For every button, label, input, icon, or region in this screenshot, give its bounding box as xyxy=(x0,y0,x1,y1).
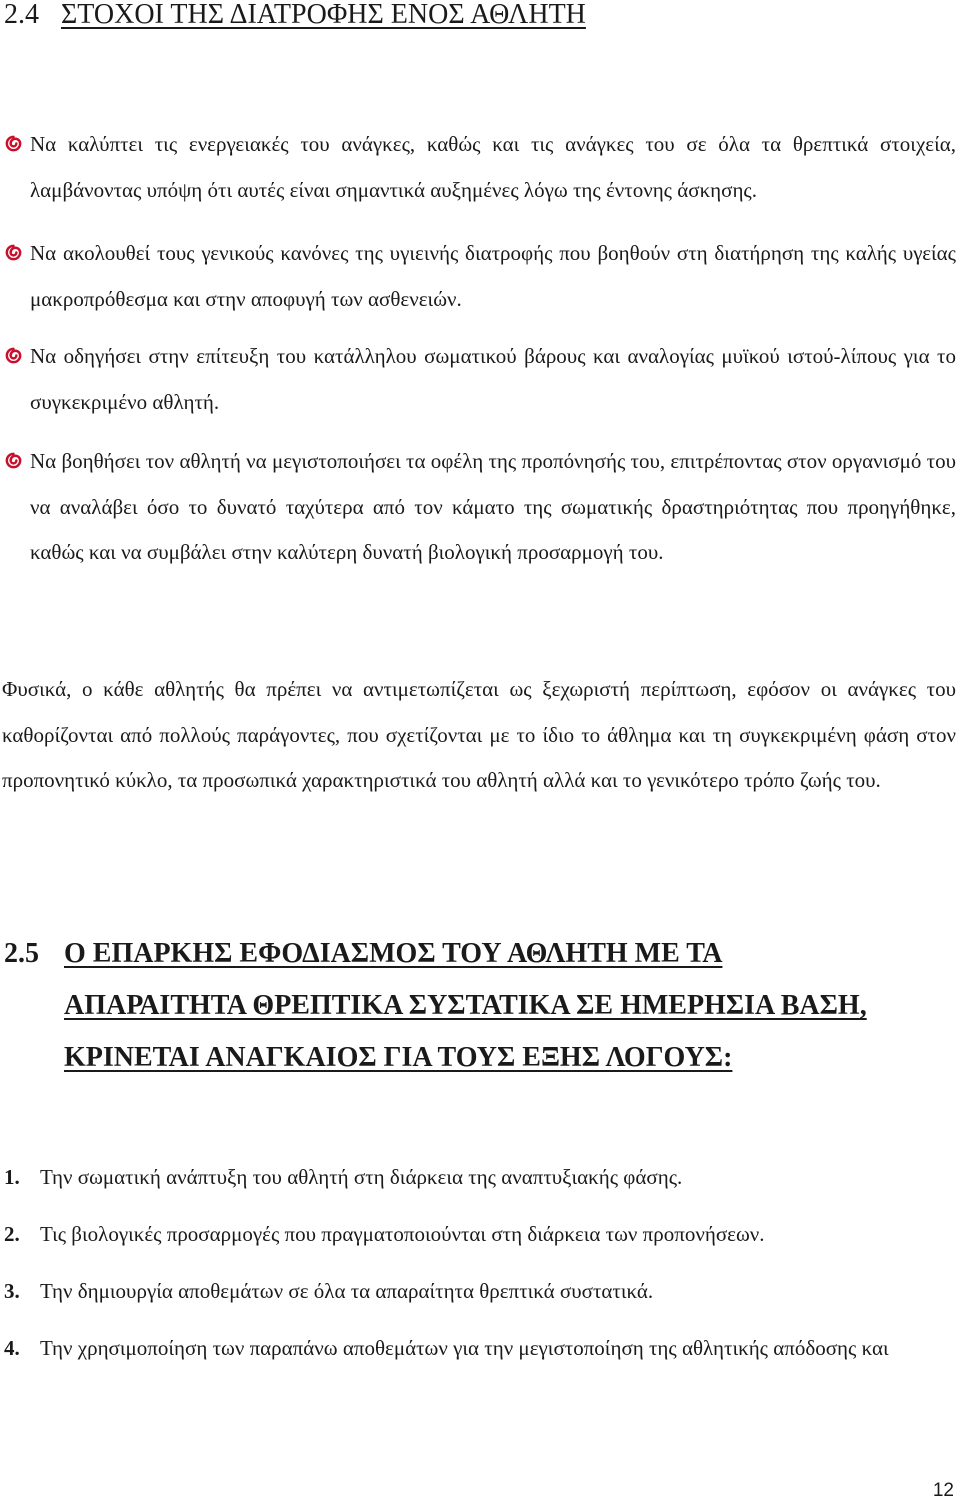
goals-bullet-list xyxy=(0,122,960,576)
item-text: Την χρησιμοποίηση των παραπάνω αποθεμάτων για την μεγιστοποίηση της αθλητικής απόδοσης και xyxy=(40,1336,889,1360)
section-title-line: Ο ΕΠΑΡΚΗΣ ΕΦΟΔΙΑΣΜΟΣ ΤΟΥ ΑΘΛΗΤΗ ΜΕ ΤΑ xyxy=(64,938,723,969)
section-title: ΣΤΟΧΟΙ ΤΗΣ ΔΙΑΤΡΟΦΗΣ ΕΝΟΣ ΑΘΛΗΤΗ xyxy=(61,0,586,30)
body-paragraph: Φυσικά, ο κάθε αθλητής θα πρέπει να αντιμετωπίζεται ως ξεχωριστή περίπτωση, εφόσον οι ανάγκες του καθορίζονται από πολλούς παράγοντες, που σχετίζονται με το ίδιο το άθλημα και τη συγκεκριμένη φάση στον προπονητικό κύκλο, τα προσωπικά χαρακτηριστικά του αθλητή αλλά και το γενικότερο τρόπο ζωής του. xyxy=(2,677,956,792)
swirl-bullet-icon xyxy=(4,134,23,153)
list-item xyxy=(4,1212,954,1257)
item-number: 2. xyxy=(4,1222,20,1246)
item-text: Την σωματική ανάπτυξη του αθλητή στη διάρκεια της αναπτυξιακής φάσης. xyxy=(40,1165,683,1189)
section-title-line: ΚΡΙΝΕΤΑΙ ΑΝΑΓΚΑΙΟΣ ΓΙΑ ΤΟΥΣ ΕΞΗΣ ΛΟΓΟΥΣ: xyxy=(64,1042,733,1073)
item-number: 3. xyxy=(4,1279,20,1303)
bullet-text: Να ακολουθεί τους γενικούς κανόνες της υγιεινής διατροφής που βοηθούν στη διατήρηση της καλής υγείας μακροπρόθεσμα και στην αποφυγή των ασθενειών. xyxy=(30,241,956,311)
section-number: 2.5 xyxy=(4,938,39,969)
item-number: 4. xyxy=(4,1336,20,1360)
section-heading-2-4 xyxy=(4,0,586,32)
reasons-numbered-list xyxy=(4,1155,954,1383)
swirl-bullet-icon xyxy=(4,451,23,470)
item-text: Τις βιολογικές προσαρμογές που πραγματοποιούνται στη διάρκεια των προπονήσεων. xyxy=(40,1222,765,1246)
page-number: 12 xyxy=(932,1480,954,1501)
bullet-item xyxy=(30,122,956,213)
bullet-text: Να βοηθήσει τον αθλητή να μεγιστοποιήσει τα οφέλη της προπόνησής του, επιτρέποντας στον οργανισμό του να αναλάβει όσο το δυνατό ταχύτερα από τον κάματο της σωματικής δραστηριότητας που προηγήθηκε, καθώς και να συμβάλει στην καλύτερη δυνατή βιολογική προσαρμογή του. xyxy=(30,449,956,564)
section-number: 2.4 xyxy=(4,0,39,30)
list-item xyxy=(4,1326,954,1371)
list-item xyxy=(4,1155,954,1200)
section-title-line: ΑΠΑΡΑΙΤΗΤΑ ΘΡΕΠΤΙΚΑ ΣΥΣΤΑΤΙΚΑ ΣΕ ΗΜΕΡΗΣΙΑ ΒΑΣΗ, xyxy=(64,990,867,1021)
swirl-bullet-icon xyxy=(4,346,23,365)
bullet-item xyxy=(30,439,956,576)
item-text: Την δημιουργία αποθεμάτων σε όλα τα απαραίτητα θρεπτικά συστατικά. xyxy=(40,1279,654,1303)
item-number: 1. xyxy=(4,1165,20,1189)
bullet-item xyxy=(30,334,956,425)
bullet-text: Να οδηγήσει στην επίτευξη του κατάλληλου σωματικού βάρους και αναλογίας μυϊκού ιστού-λίπους για το συγκεκριμένο αθλητή. xyxy=(30,344,956,414)
list-item xyxy=(4,1269,954,1314)
bullet-item xyxy=(30,231,956,322)
bullet-text: Να καλύπτει τις ενεργειακές του ανάγκες, καθώς και τις ανάγκες του σε όλα τα θρεπτικά στοιχεία, λαμβάνοντας υπόψη ότι αυτές είναι σημαντικά αυξημένες λόγω της έντονης άσκησης. xyxy=(30,132,956,202)
swirl-bullet-icon xyxy=(4,243,23,262)
